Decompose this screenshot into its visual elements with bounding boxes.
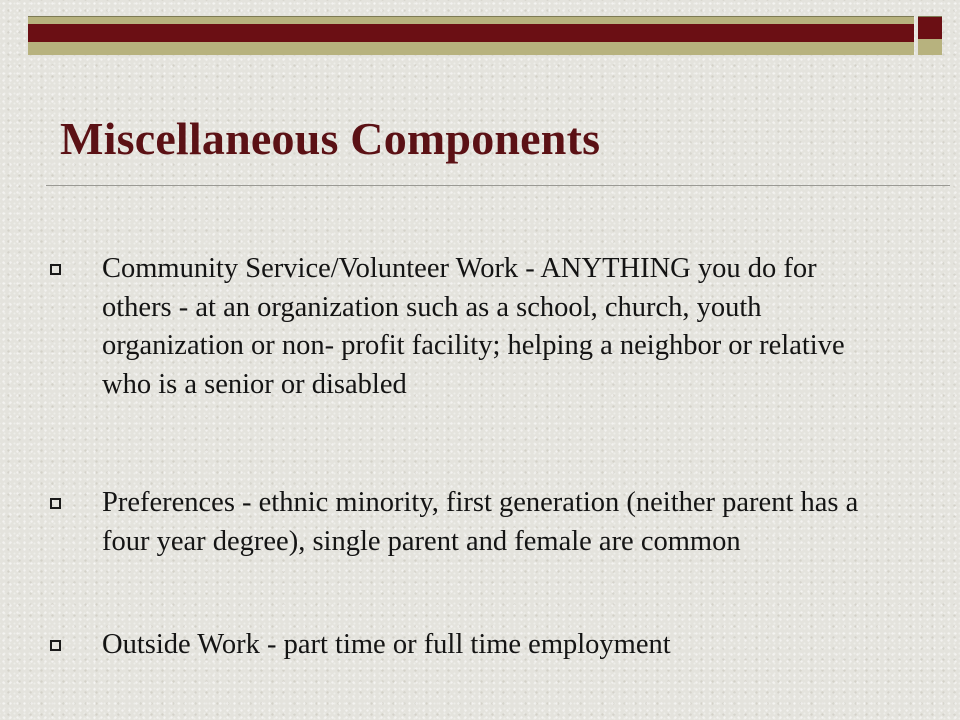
bullet-item-community-service	[50, 250, 890, 404]
top-banner-stripe	[28, 24, 914, 42]
bullet-text: Preferences - ethnic minority, first generation (neither parent has a four year degree), single parent and female are common	[102, 487, 859, 557]
bullet-item-outside-work	[50, 626, 890, 665]
corner-accent-stripe	[918, 17, 942, 39]
hollow-square-bullet-icon	[50, 640, 61, 651]
bullet-item-preferences	[50, 484, 890, 561]
top-banner	[28, 16, 914, 55]
hollow-square-bullet-icon	[50, 264, 61, 275]
hollow-square-bullet-icon	[50, 498, 61, 509]
bullet-text: Outside Work - part time or full time employment	[102, 629, 671, 660]
corner-accent	[918, 16, 942, 55]
bullet-text: Community Service/Volunteer Work - ANYTHING you do for others - at an organization such as a school, church, youth organization or non- profit facility; helping a neighbor or relative who is a senior or disabled	[102, 253, 845, 400]
title-divider	[46, 185, 950, 186]
slide-title: Miscellaneous Components	[60, 113, 601, 164]
